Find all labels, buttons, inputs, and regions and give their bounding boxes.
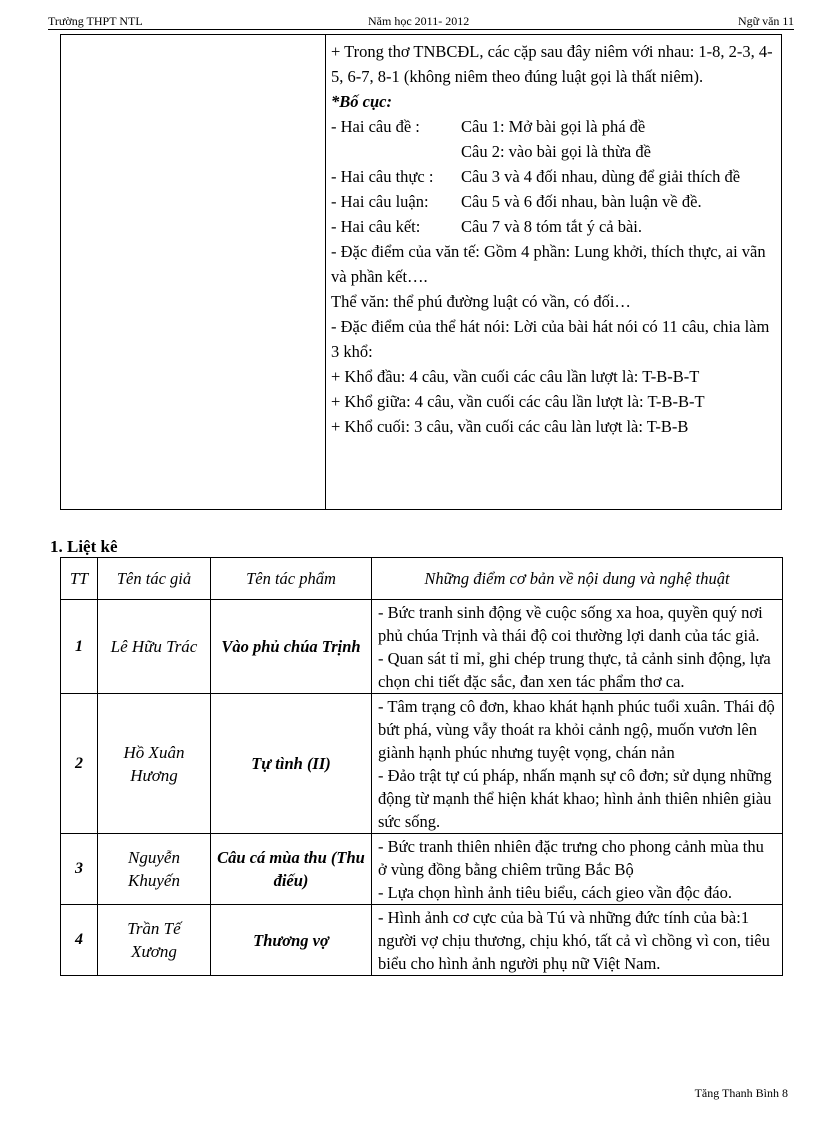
desc-line: - Bức tranh thiên nhiên đặc trưng cho phong cảnh mùa thu ở vùng đồng bằng chiêm trũng Bắc Bộ: [378, 837, 764, 879]
top-table: [60, 34, 782, 510]
bocuc-text: Câu 1: Mở bài gọi là phá đề: [461, 117, 646, 136]
kho-giua-text: + Khổ giữa: 4 câu, vần cuối các câu lần lượt là: T-B-B-T: [331, 392, 705, 411]
bocuc-row: [331, 114, 777, 139]
page-header: [48, 13, 794, 30]
row-number: 2: [61, 694, 98, 834]
work-title: Tự tình (II): [211, 694, 372, 834]
header-tt: TT: [61, 558, 98, 600]
row-number: 3: [61, 834, 98, 905]
top-table-content: [331, 39, 777, 439]
desc-line: - Hình ảnh cơ cực của bà Tú và những đức tính của bà:1 người vợ chịu thương, chịu khó, tất cả vì chồng vì con, tiêu biểu cho hình ảnh người phụ nữ Việt Nam.: [378, 908, 770, 973]
desc-line: - Lựa chọn hình ảnh tiêu biểu, cách gieo vần độc đáo.: [378, 883, 732, 902]
bocuc-row: [331, 214, 777, 239]
table-row: [61, 694, 783, 834]
header-desc: Những điểm cơ bản về nội dung và nghệ thuật: [372, 558, 783, 600]
bocuc-label: - Hai câu luận:: [331, 192, 429, 211]
bocuc-text: Câu 3 và 4 đối nhau, dùng để giải thích đề: [461, 167, 741, 186]
row-number: 1: [61, 600, 98, 694]
bocuc-label: - Hai câu thực :: [331, 167, 434, 186]
bocuc-extra: Câu 2: vào bài gọi là thừa đề: [461, 142, 651, 161]
school-year: Năm học 2011- 2012: [368, 14, 470, 28]
desc-line: - Quan sát tỉ mỉ, ghi chép trung thực, tả cảnh sinh động, lựa chọn chi tiết đặc sắc, đan xen tác phẩm thơ ca.: [378, 649, 771, 691]
author-name: Hồ Xuân Hương: [98, 694, 211, 834]
bocuc-title: *Bố cục:: [331, 92, 392, 111]
table-row: [61, 905, 783, 976]
desc-line: - Đảo trật tự cú pháp, nhấn mạnh sự cô đơn; sử dụng những động từ mạnh thể hiện khát khao; hình ảnh thiên nhiên giàu sức sống.: [378, 766, 772, 831]
hat-noi-text: - Đặc điểm của thể hát nói: Lời của bài hát nói có 11 câu, chia làm 3 khổ:: [331, 317, 770, 361]
work-title: Vào phủ chúa Trịnh: [211, 600, 372, 694]
author-name: Nguyễn Khuyến: [98, 834, 211, 905]
bocuc-label: - Hai câu kết:: [331, 217, 421, 236]
work-description: [372, 694, 783, 834]
table-row: [61, 600, 783, 694]
work-description: [372, 905, 783, 976]
work-description: [372, 834, 783, 905]
work-title: Câu cá mùa thu (Thu điếu): [211, 834, 372, 905]
bocuc-row: [331, 189, 777, 214]
table-header-row: [61, 558, 783, 600]
page-footer: Tăng Thanh Bình 8: [694, 1086, 788, 1100]
author-name: Trần Tế Xương: [98, 905, 211, 976]
column-divider: [325, 35, 326, 509]
table-row: [61, 834, 783, 905]
header-author: Tên tác giả: [98, 558, 211, 600]
desc-line: - Bức tranh sinh động về cuộc sống xa hoa, quyền quý nơi phủ chúa Trịnh và thái độ coi thường lợi danh của tác giả.: [378, 603, 763, 645]
niem-rule: + Trong thơ TNBCĐL, các cặp sau đây niêm với nhau: 1-8, 2-3, 4-5, 6-7, 8-1 (không niêm theo đúng luật gọi là thất niêm).: [331, 42, 773, 86]
section-title: 1. Liệt kê: [50, 537, 118, 556]
bocuc-label: - Hai câu đề :: [331, 117, 420, 136]
bocuc-text: Câu 7 và 8 tóm tắt ý cả bài.: [461, 217, 642, 236]
row-number: 4: [61, 905, 98, 976]
author-name: Lê Hữu Trác: [98, 600, 211, 694]
bocuc-row: [331, 164, 777, 189]
kho-dau-text: + Khổ đầu: 4 câu, vần cuối các câu lần lượt là: T-B-B-T: [331, 367, 700, 386]
kho-cuoi-text: + Khổ cuối: 3 câu, vần cuối các câu làn lượt là: T-B-B: [331, 417, 689, 436]
van-te-text: - Đặc điểm của văn tế: Gồm 4 phần: Lung khởi, thích thực, ai vãn và phần kết….: [331, 242, 766, 286]
desc-line: - Tâm trạng cô đơn, khao khát hạnh phúc tuổi xuân. Thái độ bứt phá, vùng vẫy thoát ra khỏi cảnh ngộ, muốn vươn lên giành hạnh phúc nhưng tuyệt vọng, chán nản: [378, 697, 775, 762]
work-title: Thương vợ: [211, 905, 372, 976]
bocuc-text: Câu 5 và 6 đối nhau, bàn luận về đề.: [461, 192, 702, 211]
subject-name: Ngữ văn 11: [737, 14, 794, 28]
work-description: [372, 600, 783, 694]
works-table: [60, 557, 783, 976]
the-van-text: Thể văn: thể phú đường luật có vần, có đối…: [331, 292, 631, 311]
header-work: Tên tác phẩm: [211, 558, 372, 600]
school-name: Trường THPT NTL: [48, 14, 143, 28]
